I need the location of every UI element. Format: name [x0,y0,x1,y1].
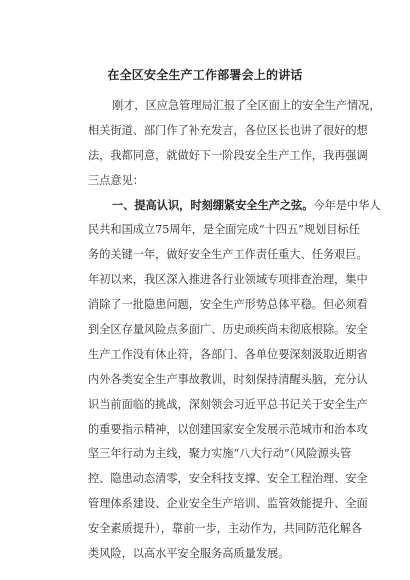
section-1-heading: 一、提高认识，时刻绷紧安全生产之弦。 [112,198,314,212]
section-1-line: 识当前面临的挑战，深刻领会习近平总书记关于安全生产 [88,397,368,411]
section-1-line: 务的关键一年，做好安全生产工作责任重大、任务艰巨。 [88,248,368,262]
section-1-line: 内外各类安全生产事故教训，时刻保持清醒头脑，充分认 [88,372,368,386]
section-1-first-line-text: 今年是中华人 [313,198,381,212]
section-1-line: 生产工作没有休止符，各部门、各单位要深刻汲取近期省 [88,347,368,361]
section-1-line: 年初以来，我区深入推进各行业领域专项排查治理，集中 [88,273,368,287]
document-title: 在全区安全生产工作部署会上的讲话 [107,68,303,82]
paragraph-1-line: 三点意见： [88,173,144,187]
document-body [88,94,381,567]
paragraph-1-line: 刚才，区应急管理局汇报了全区面上的安全生产情况， [112,99,381,112]
section-1-line: 坚三年行动为主线，聚力实施“八大行动”（风险源头管 [88,447,352,461]
section-1-line: 控、隐患动态清零，安全科技支撑、安全工程治理、安全 [88,472,368,486]
section-1-first-line [88,194,381,219]
section-1-line: 民共和国成立75周年，是全面完成“十四五”规划目标任 [88,223,360,237]
section-1-line: 到全区存量风险点多面广、历史顽疾尚未彻底根除。安全 [88,323,368,337]
section-1-line: 管理体系建设、企业安全生产培训、监管效能提升、全面 [88,497,368,511]
section-1-line: 安全素质提升），靠前一步，主动作为，共同防范化解各 [88,522,363,536]
section-1-line: 类风险，以高水平安全服务高质量发展。 [88,547,290,561]
section-1-line: 的重要指示精神，以创建国家安全发展示范城市和治本攻 [88,422,368,436]
paragraph-1-line: 相关街道、部门作了补充发言，各位区长也讲了很好的想 [88,123,368,137]
section-1-line: 消除了一批隐患问题，安全生产形势总体平稳。但必须看 [88,298,368,312]
paragraph-1-line: 法，我都同意，就做好下一阶段安全生产工作，我再强调 [88,148,368,162]
